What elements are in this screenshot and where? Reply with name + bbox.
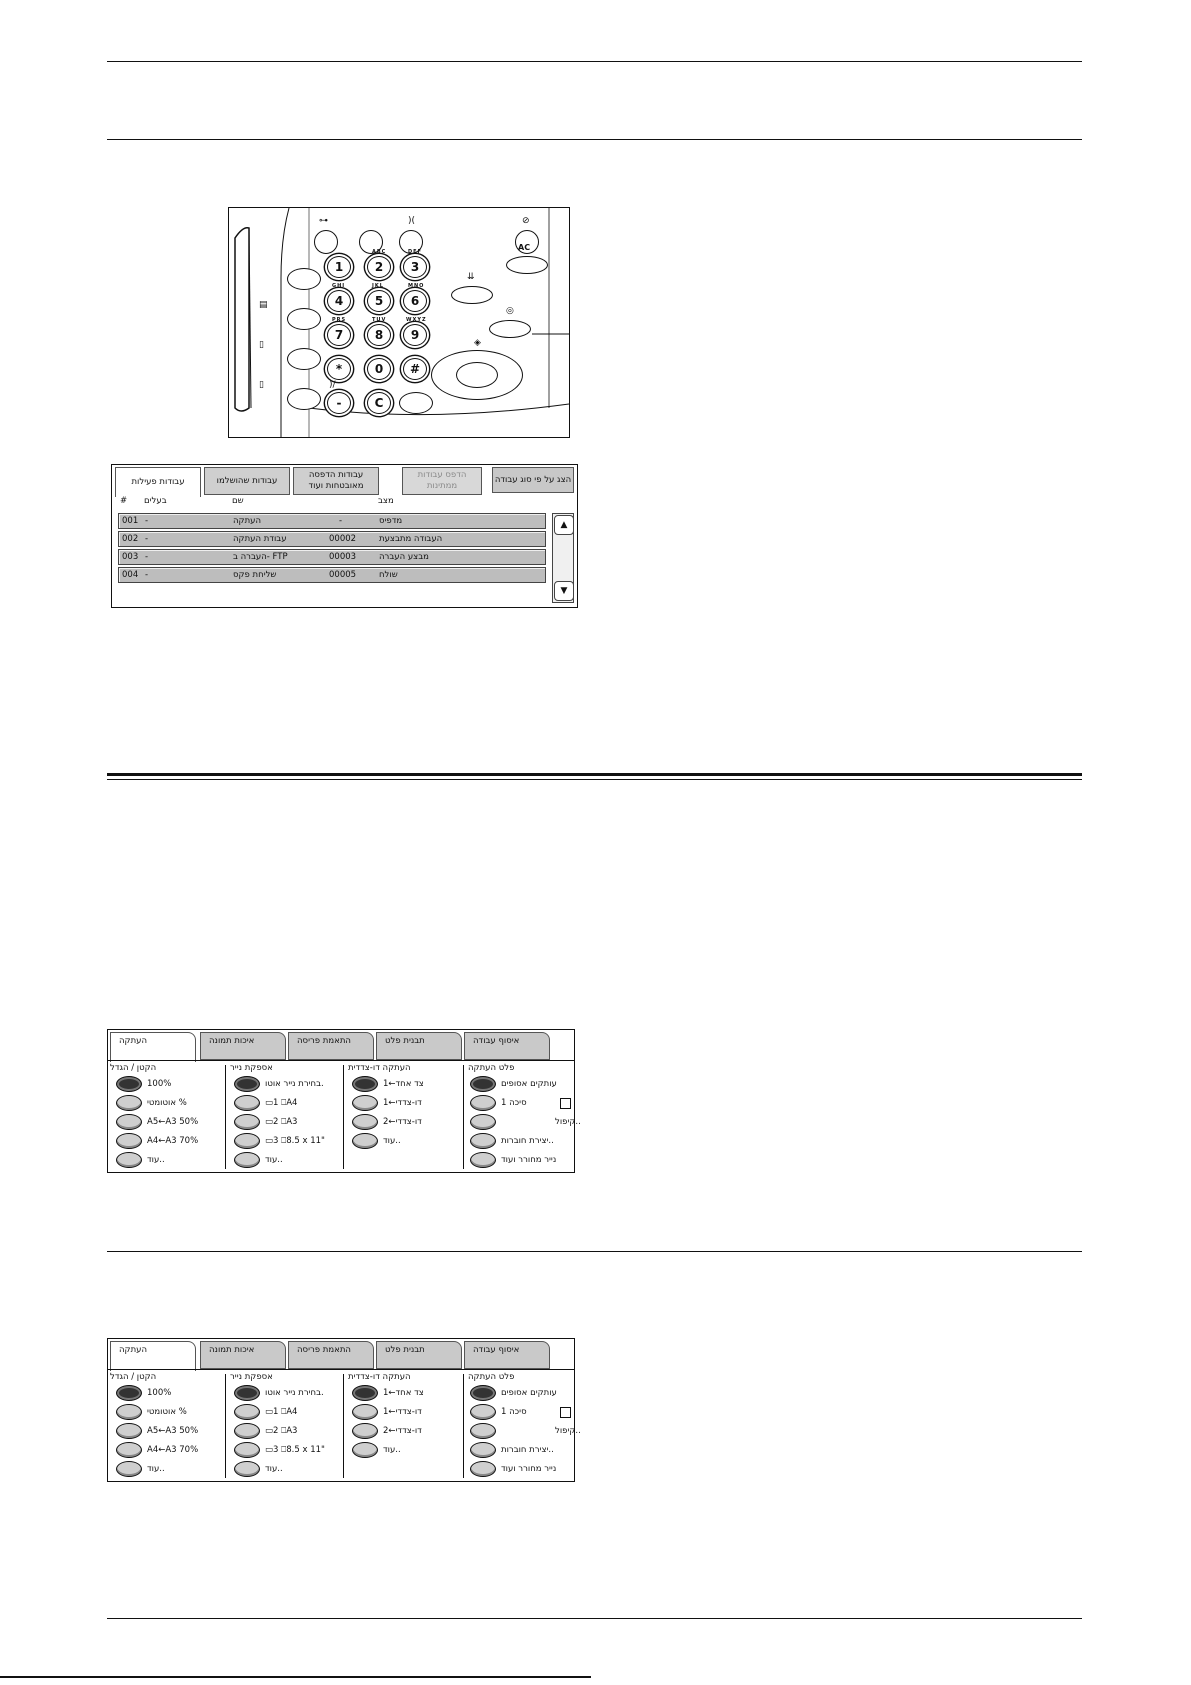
paper-supply-heading: אספקת נייר	[230, 1063, 273, 1073]
option-indicator	[470, 1095, 496, 1111]
option-indicator	[470, 1114, 496, 1130]
key-4-letters: GHI	[332, 283, 346, 289]
reduce-70-button[interactable]: A4←A3 70%	[116, 1132, 198, 1150]
column-divider	[463, 1374, 464, 1478]
key-9[interactable]: 9	[403, 324, 427, 346]
tab-pending-jobs[interactable]: הדפס עבודות ממתינות	[402, 467, 482, 495]
col-status-header: מצב	[378, 496, 394, 506]
paper-auto-button[interactable]: בחירת נייר אוטו.	[234, 1075, 324, 1093]
power-saver-icon: ◎	[506, 306, 514, 316]
job-status-screen	[111, 464, 578, 608]
output-collated-button[interactable]: עותקים אסופים	[470, 1384, 557, 1402]
key-hash[interactable]: #	[403, 358, 427, 380]
two-sided-heading: העתקה דו-צדדית	[348, 1063, 411, 1073]
key-6-letters: MNO	[408, 283, 425, 289]
review-icon: ▯	[259, 380, 264, 390]
option-indicator	[234, 1423, 260, 1439]
selected-indicator	[234, 1385, 260, 1401]
key-7-letters: PRS	[332, 317, 347, 323]
output-booklet-button[interactable]: יצירת חוברות..	[470, 1132, 554, 1150]
copy-output-heading: פלט העתקה	[468, 1372, 515, 1382]
tab-image-quality[interactable]: איכות תמונה	[200, 1032, 286, 1060]
option-indicator	[352, 1114, 378, 1130]
staple-position-icon	[560, 1098, 571, 1109]
mode-button-1[interactable]	[287, 268, 321, 290]
selected-indicator	[352, 1076, 378, 1092]
reduce-100-button[interactable]: 100%	[116, 1075, 171, 1093]
tab-active-jobs[interactable]: עבודות פעילות	[115, 467, 201, 497]
sided-more-button[interactable]: עוד..	[352, 1441, 401, 1459]
option-indicator	[352, 1423, 378, 1439]
selected-indicator	[234, 1076, 260, 1092]
copy-options-panel	[108, 1060, 581, 1173]
paper-tray-2-button[interactable]: ▭2 ⎕A3	[234, 1422, 297, 1440]
key-8-letters: TUV	[372, 317, 387, 323]
output-staple-button[interactable]: סיכה 1	[470, 1403, 527, 1421]
option-indicator	[116, 1114, 142, 1130]
paper-tray-2-button[interactable]: ▭2 ⎕A3	[234, 1113, 297, 1131]
tab-completed-jobs[interactable]: עבודות שהושלמו	[204, 467, 290, 495]
key-4[interactable]: 4	[327, 290, 351, 312]
sided-1-1-button[interactable]: 1←צד אחד	[352, 1075, 424, 1093]
paper-supply-heading: אספקת נייר	[230, 1372, 273, 1382]
option-indicator	[234, 1404, 260, 1420]
option-indicator	[116, 1461, 142, 1477]
pause-icon: )(	[408, 216, 416, 226]
sided-2-1-button[interactable]: 1←דו-צדדי	[352, 1403, 422, 1421]
reduce-70-button[interactable]: A4←A3 70%	[116, 1441, 198, 1459]
scroll-down-button[interactable]: ▼	[554, 581, 574, 601]
login-button[interactable]	[314, 230, 338, 254]
key-0[interactable]: 0	[367, 358, 391, 380]
option-indicator	[352, 1442, 378, 1458]
option-indicator	[470, 1442, 496, 1458]
job-status-icon: ▤	[259, 300, 268, 310]
scroll-up-button[interactable]: ▲	[554, 515, 574, 535]
key-3-letters: DEF	[408, 249, 422, 255]
tab-job-assembly[interactable]: איסוף עבודה	[464, 1341, 550, 1369]
sided-1-1-button[interactable]: 1←צד אחד	[352, 1384, 424, 1402]
selected-indicator	[470, 1385, 496, 1401]
tab-copy[interactable]: העתקה	[110, 1341, 196, 1371]
key-star[interactable]: *	[327, 358, 351, 380]
option-indicator	[470, 1461, 496, 1477]
key-2-letters: ABC	[372, 249, 387, 255]
tab-job-assembly[interactable]: איסוף עבודה	[464, 1032, 550, 1060]
tab-copy[interactable]: העתקה	[110, 1032, 196, 1062]
column-divider	[225, 1374, 226, 1478]
start-icon: ◈	[474, 338, 481, 348]
reduce-enlarge-heading: הקטן / הגדל	[110, 1063, 157, 1073]
interrupt-icon-2: ⇊	[467, 272, 475, 282]
mode-button-2[interactable]	[287, 308, 321, 330]
table-row[interactable]: 004 - שליחת פקס 00005 שולח	[118, 567, 546, 583]
copy-options-panel	[108, 1369, 581, 1482]
option-indicator	[470, 1404, 496, 1420]
reduce-50-button[interactable]: A5←A3 50%	[116, 1422, 198, 1440]
speed-dial-icon: )/	[329, 380, 336, 390]
sided-2-2-button[interactable]: 2←דו-צדדי	[352, 1113, 422, 1131]
column-divider	[343, 1065, 344, 1169]
reduce-more-button[interactable]: עוד..	[116, 1460, 165, 1478]
sided-more-button[interactable]: עוד..	[352, 1132, 401, 1150]
two-sided-heading: העתקה דו-צדדית	[348, 1372, 411, 1382]
option-indicator	[116, 1133, 142, 1149]
option-indicator	[234, 1461, 260, 1477]
sided-2-1-button[interactable]: 1←דו-צדדי	[352, 1094, 422, 1112]
section-rule-2	[107, 1251, 1082, 1252]
selected-indicator	[470, 1076, 496, 1092]
power-saver-button[interactable]	[489, 320, 531, 338]
col-name-header: שם	[232, 496, 244, 506]
dash-key[interactable]: -	[327, 392, 351, 414]
selected-indicator	[116, 1385, 142, 1401]
option-indicator	[116, 1404, 142, 1420]
table-row[interactable]: 003 - העברה ב- FTP 00003 מבצע העברה	[118, 549, 546, 565]
output-fold-button[interactable]: קיפול..	[470, 1422, 527, 1440]
paper-tray-3-button[interactable]: ▭3 ⎕8.5 x 11"	[234, 1441, 325, 1459]
key-8[interactable]: 8	[367, 324, 391, 346]
start-button[interactable]	[431, 350, 523, 400]
reduce-auto-button[interactable]: אוטומטי %	[116, 1403, 187, 1421]
output-booklet-button[interactable]: יצירת חוברות..	[470, 1441, 554, 1459]
ac-label: AC	[518, 243, 531, 252]
key-5-letters: JKL	[372, 283, 384, 289]
option-indicator	[352, 1095, 378, 1111]
option-indicator	[470, 1133, 496, 1149]
reduce-auto-button[interactable]: אוטומטי %	[116, 1094, 187, 1112]
header-rule	[107, 61, 1082, 62]
sided-2-2-button[interactable]: 2←דו-צדדי	[352, 1422, 422, 1440]
option-indicator	[470, 1152, 496, 1168]
machine-status-icon: ▯	[259, 340, 264, 350]
option-indicator	[234, 1442, 260, 1458]
paper-tray-1-button[interactable]: ▭1 ⎕A4	[234, 1403, 297, 1421]
key-2[interactable]: 2	[367, 256, 391, 278]
paper-tray-3-button[interactable]: ▭3 ⎕8.5 x 11"	[234, 1132, 325, 1150]
selected-indicator	[116, 1076, 142, 1092]
footer-rule	[107, 1618, 1082, 1619]
option-indicator	[116, 1423, 142, 1439]
option-indicator	[234, 1133, 260, 1149]
key-icon: ⊶	[319, 216, 328, 226]
option-indicator	[470, 1423, 496, 1439]
reduce-50-button[interactable]: A5←A3 50%	[116, 1113, 198, 1131]
section-rule	[107, 139, 1082, 140]
selected-indicator	[352, 1385, 378, 1401]
control-panel-illustration	[228, 207, 570, 438]
section-heavy-rule	[107, 773, 1082, 776]
interrupt-icon: ⊘	[522, 216, 530, 226]
tab-output-format[interactable]: תבנית פלט	[376, 1341, 462, 1369]
column-divider	[463, 1065, 464, 1169]
key-5[interactable]: 5	[367, 290, 391, 312]
output-punch-button[interactable]: נייר מחורר ועוד	[470, 1460, 556, 1478]
option-indicator	[352, 1404, 378, 1420]
reduce-100-button[interactable]: 100%	[116, 1384, 171, 1402]
column-divider	[343, 1374, 344, 1478]
output-staple-button[interactable]: סיכה 1	[470, 1094, 527, 1112]
option-indicator	[352, 1133, 378, 1149]
key-9-letters: WXYZ	[406, 317, 427, 323]
filter-by-job-type-button[interactable]: הצג על פי סוג עבודה	[492, 467, 574, 493]
tab-output-format[interactable]: תבנית פלט	[376, 1032, 462, 1060]
tab-secure-print-jobs[interactable]: עבודות הדפסה מאובטחות ועוד	[293, 467, 379, 495]
table-row[interactable]: 002 - עבודת העתקה 00002 העבודה מתבצעת	[118, 531, 546, 547]
copy-screen-1	[107, 1029, 581, 1173]
copy-screen-2	[107, 1338, 581, 1482]
key-1[interactable]: 1	[327, 256, 351, 278]
option-indicator	[116, 1152, 142, 1168]
interrupt-button[interactable]	[451, 286, 493, 304]
option-indicator	[234, 1152, 260, 1168]
tab-image-quality[interactable]: איכות תמונה	[200, 1341, 286, 1369]
option-indicator	[116, 1095, 142, 1111]
section-thin-rule	[107, 779, 1082, 780]
table-row[interactable]: 001 - העתקה - מדפיס	[118, 513, 546, 529]
col-owner-header: בעלים	[144, 496, 167, 506]
page-bottom-rule	[0, 1676, 591, 1678]
paper-more-button[interactable]: עוד..	[234, 1460, 283, 1478]
key-3[interactable]: 3	[403, 256, 427, 278]
copy-output-heading: פלט העתקה	[468, 1063, 515, 1073]
col-num-header: #	[120, 496, 128, 506]
output-fold-button[interactable]: קיפול..	[470, 1113, 527, 1131]
mode-button-3[interactable]	[287, 348, 321, 370]
clear-all-small-button[interactable]	[399, 392, 433, 414]
option-indicator	[116, 1442, 142, 1458]
paper-auto-button[interactable]: בחירת נייר אוטו.	[234, 1384, 324, 1402]
tab-layout-adjustment[interactable]: התאמת פריסה	[288, 1341, 374, 1369]
clear-button[interactable]: C	[367, 392, 391, 414]
key-7[interactable]: 7	[327, 324, 351, 346]
paper-tray-1-button[interactable]: ▭1 ⎕A4	[234, 1094, 297, 1112]
option-indicator	[234, 1095, 260, 1111]
mode-button-4[interactable]	[287, 388, 321, 410]
output-punch-button[interactable]: נייר מחורר ועוד	[470, 1151, 556, 1169]
paper-more-button[interactable]: עוד..	[234, 1151, 283, 1169]
tab-layout-adjustment[interactable]: התאמת פריסה	[288, 1032, 374, 1060]
column-divider	[225, 1065, 226, 1169]
key-6[interactable]: 6	[403, 290, 427, 312]
output-collated-button[interactable]: עותקים אסופים	[470, 1075, 557, 1093]
reduce-enlarge-heading: הקטן / הגדל	[110, 1372, 157, 1382]
clear-all-button[interactable]	[506, 256, 548, 274]
reduce-more-button[interactable]: עוד..	[116, 1151, 165, 1169]
staple-position-icon	[560, 1407, 571, 1418]
job-list-scrollbar[interactable]	[552, 513, 574, 603]
option-indicator	[234, 1114, 260, 1130]
